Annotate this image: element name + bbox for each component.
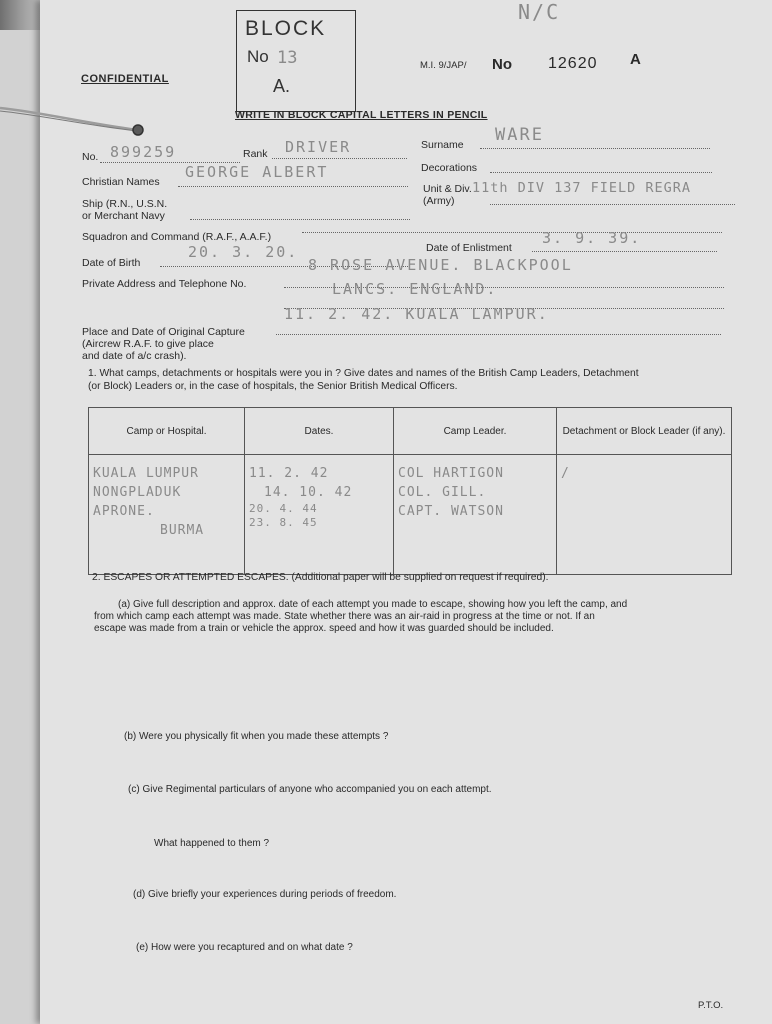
stamp-letter: A. <box>273 76 291 96</box>
capture-label-1: Place and Date of Original Capture <box>82 326 245 338</box>
dob-value: 20. 3. 20. <box>188 243 299 261</box>
q1-line-1: 1. What camps, detachments or hospitals were you in ? Give dates and names of the British Camp Leaders, Detachment <box>88 368 639 379</box>
stamp-no-value: 13 <box>277 48 298 68</box>
address-label: Private Address and Telephone No. <box>82 278 247 290</box>
ship-line <box>190 219 410 220</box>
rank-label: Rank <box>243 148 268 160</box>
unit-label-1: Unit & Div. <box>423 183 472 195</box>
form-page <box>40 0 772 1024</box>
form-number: 12620 <box>548 55 598 72</box>
enlistment-line <box>532 251 717 252</box>
camps-table <box>88 407 732 575</box>
stamp-block: BLOCK <box>245 17 327 40</box>
decorations-line <box>490 172 712 173</box>
rank-line <box>272 158 407 159</box>
q1-line-2: (or Block) Leaders or, in the case of hospitals, the Senior British Medical Officers. <box>88 381 458 392</box>
no-label: No. <box>82 151 99 163</box>
unit-label-2: (Army) <box>423 195 455 207</box>
ship-label-2: or Merchant Navy <box>82 210 165 222</box>
block-stamp <box>236 10 356 112</box>
form-suffix: A <box>630 51 641 68</box>
stamp-no: No <box>247 47 269 66</box>
table-header-row <box>89 408 732 455</box>
camp-entry: APRONE. <box>93 504 155 519</box>
no-value: 899259 <box>110 143 177 161</box>
q2b-text: (b) Were you physically fit when you made these attempts ? <box>124 731 389 742</box>
leader-entry: COL. GILL. <box>398 485 487 500</box>
squadron-line <box>302 232 722 233</box>
enlistment-value: 3. 9. 39. <box>542 229 642 247</box>
form-code: M.I. 9/JAP/ <box>420 60 467 71</box>
surname-label: Surname <box>421 139 464 151</box>
camp-entry: KUALA LUMPUR <box>93 466 199 481</box>
camp-entry: NONGPLADUK <box>93 485 182 500</box>
dates-cell <box>245 455 394 575</box>
unit-value: 11th DIV 137 FIELD REGRA <box>472 180 692 196</box>
address-value-2: LANCS. ENGLAND. <box>332 280 498 298</box>
confidential-label: CONFIDENTIAL <box>81 73 169 85</box>
q2c-text: (c) Give Regimental particulars of anyone who accompanied you on each attempt. <box>128 784 492 795</box>
number-label: No <box>492 56 512 73</box>
leader-entry: CAPT. WATSON <box>398 504 504 519</box>
capture-label-3: and date of a/c crash). <box>82 350 187 362</box>
q2c-followup: What happened to them ? <box>154 838 270 849</box>
surname-value: WARE <box>495 125 544 145</box>
q2e-text: (e) How were you recaptured and on what date ? <box>136 942 353 953</box>
detachment-entry: / <box>561 466 570 481</box>
capture-value: 11. 2. 42. KUALA LAMPUR. <box>284 305 549 323</box>
camp-entry: BURMA <box>160 523 205 538</box>
christian-names-label: Christian Names <box>82 176 160 188</box>
ship-label-1: Ship (R.N., U.S.N. <box>82 198 168 210</box>
capture-line <box>276 334 721 335</box>
col-leader-header: Camp Leader. <box>394 408 557 455</box>
q2a-line-2: from which camp each attempt was made. State whether there was an air-raid in progress at the time or not. If an <box>94 611 595 622</box>
table-row <box>89 455 732 575</box>
binding-string <box>0 100 150 140</box>
date-entry: 23. 8. 45 <box>249 516 318 529</box>
corner-mark: N/C <box>518 0 561 24</box>
q2a-line-1: (a) Give full description and approx. date of each attempt you made to escape, showing how you left the camp, and <box>118 599 628 610</box>
decorations-label: Decorations <box>421 162 478 174</box>
address-value-1: 8 ROSE AVENUE. BLACKPOOL <box>308 256 573 274</box>
leader-entry: COL HARTIGON <box>398 466 504 481</box>
pto-label: P.T.O. <box>698 1000 724 1011</box>
q2d-text: (d) Give briefly your experiences during periods of freedom. <box>133 889 397 900</box>
date-entry: 14. 10. 42 <box>264 485 353 500</box>
enlistment-label: Date of Enlistment <box>426 242 512 254</box>
christian-names-value: GEORGE ALBERT <box>185 163 329 181</box>
date-entry: 11. 2. 42 <box>249 466 329 481</box>
leader-cell <box>394 455 557 575</box>
q2a-line-3: escape was made from a train or vehicle the approx. speed and how it was guarded should be included. <box>94 623 554 634</box>
capture-label-2: (Aircrew R.A.F. to give place <box>82 338 214 350</box>
squadron-label: Squadron and Command (R.A.F., A.A.F.) <box>82 231 272 243</box>
col-camp-header: Camp or Hospital. <box>89 408 245 455</box>
instruction-text: WRITE IN BLOCK CAPITAL LETTERS IN PENCIL <box>235 109 488 121</box>
surname-line <box>480 148 710 149</box>
christian-line <box>178 186 408 187</box>
date-entry: 20. 4. 44 <box>249 502 318 515</box>
col-detachment-header: Detachment or Block Leader (if any). <box>557 408 732 455</box>
detachment-cell <box>557 455 732 575</box>
q2-title: 2. ESCAPES OR ATTEMPTED ESCAPES. (Additional paper will be supplied on request if required). <box>92 572 549 583</box>
unit-line <box>490 204 735 205</box>
dob-label: Date of Birth <box>82 257 141 269</box>
rank-value: DRIVER <box>285 138 352 156</box>
col-dates-header: Dates. <box>245 408 394 455</box>
camp-cell <box>89 455 245 575</box>
